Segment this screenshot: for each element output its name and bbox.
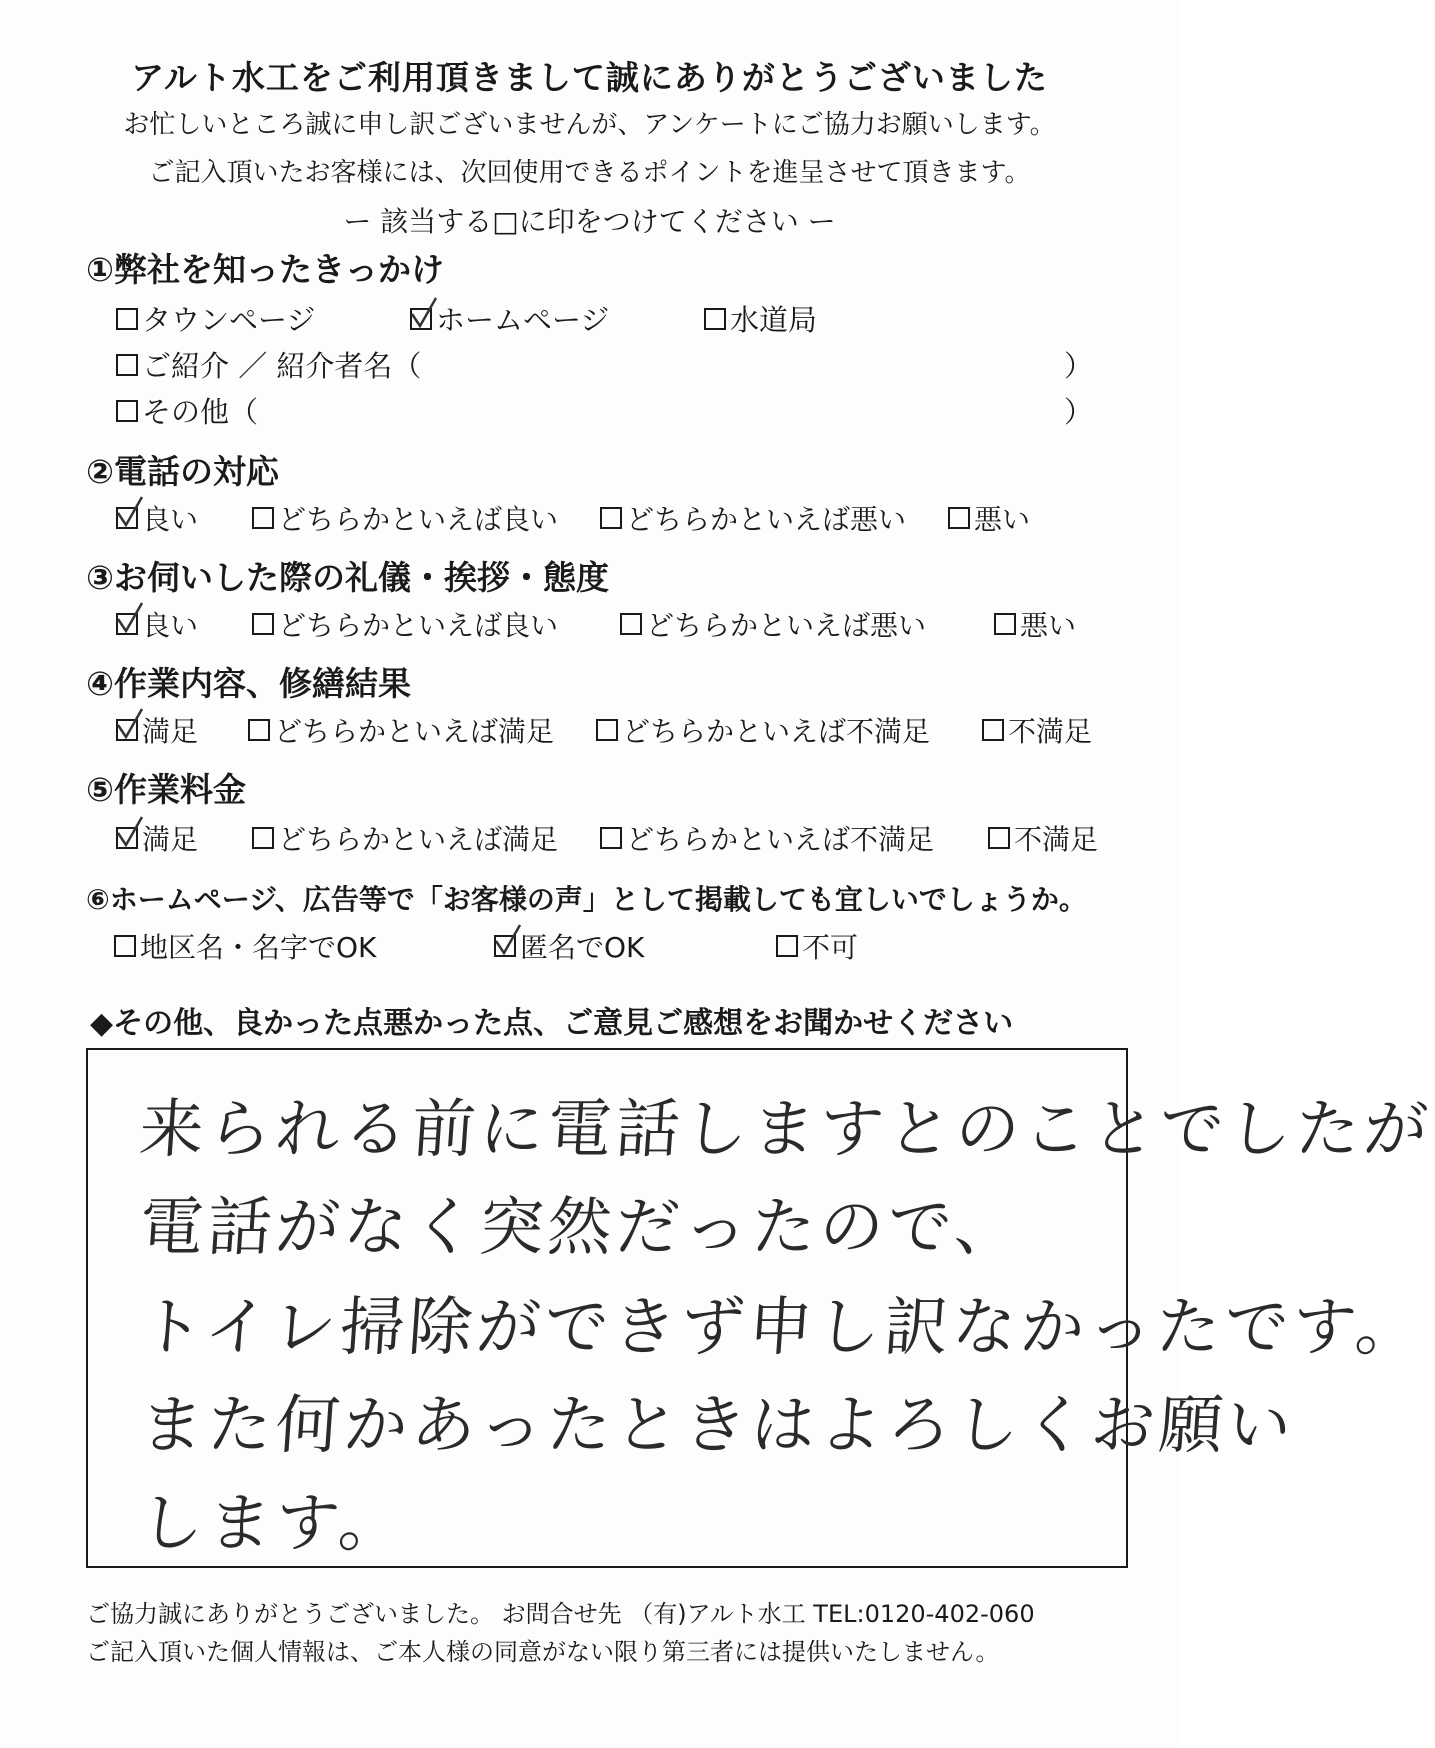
checkbox-icon[interactable] bbox=[596, 719, 618, 741]
q6-option-not-allowed[interactable]: 不可 bbox=[776, 926, 858, 966]
checkbox-icon[interactable] bbox=[600, 827, 622, 849]
check-mark-icon bbox=[116, 707, 146, 743]
q3-option-fairly-bad[interactable]: どちらかといえば悪い bbox=[620, 604, 926, 644]
checkbox-icon[interactable] bbox=[116, 507, 138, 529]
q1-referral-close-paren: ） bbox=[1064, 349, 1094, 383]
checkbox-icon[interactable] bbox=[982, 719, 1004, 741]
survey-intro-line2: ご記入頂いたお客様には、次回使用できるポイントを進呈させて頂きます。 bbox=[148, 158, 1031, 188]
checkbox-icon[interactable] bbox=[988, 827, 1010, 849]
checkbox-icon[interactable] bbox=[116, 308, 138, 330]
q1-option-homepage[interactable]: ホームページ bbox=[410, 298, 609, 339]
checkbox-icon[interactable] bbox=[994, 613, 1016, 635]
q1-option-waterworks[interactable]: 水道局 bbox=[704, 298, 817, 339]
q2-option-fairly-bad[interactable]: どちらかといえば悪い bbox=[600, 498, 906, 538]
checkbox-icon[interactable] bbox=[410, 308, 432, 330]
q5-option-fairly-satisfied[interactable]: どちらかといえば満足 bbox=[252, 818, 558, 858]
comment-line: 電話がなく突然だったので、 bbox=[136, 1191, 1025, 1265]
comment-line: します。 bbox=[136, 1487, 410, 1561]
checkbox-icon[interactable] bbox=[252, 507, 274, 529]
checkbox-icon[interactable] bbox=[252, 827, 274, 849]
checkbox-icon[interactable] bbox=[116, 400, 138, 422]
q3-option-bad[interactable]: 悪い bbox=[994, 604, 1076, 644]
checkbox-icon[interactable] bbox=[600, 507, 622, 529]
checkbox-icon[interactable] bbox=[248, 719, 270, 741]
footer-contact: ご協力誠にありがとうございました。 お問合せ先 （有)アルト水工 TEL:0120-402-060 bbox=[86, 1600, 1035, 1628]
q2-option-fairly-good[interactable]: どちらかといえば良い bbox=[252, 498, 558, 538]
q4-option-fairly-satisfied[interactable]: どちらかといえば満足 bbox=[248, 710, 554, 750]
check-mark-icon bbox=[116, 601, 146, 637]
q6-title: ⑥ホームページ、広告等で「お客様の声」として掲載しても宜しいでしょうか。 bbox=[86, 883, 1087, 916]
q1-title: ①弊社を知ったきっかけ bbox=[86, 250, 444, 289]
checkbox-icon[interactable] bbox=[494, 935, 516, 957]
q4-title: ④作業内容、修繕結果 bbox=[86, 664, 411, 703]
q4-option-satisfied[interactable]: 満足 bbox=[116, 710, 198, 750]
q3-option-fairly-good[interactable]: どちらかといえば良い bbox=[252, 604, 558, 644]
checkbox-icon[interactable] bbox=[116, 719, 138, 741]
comment-line: トイレ掃除ができず申し訳なかったです。 bbox=[136, 1291, 1426, 1365]
q5-title: ⑤作業料金 bbox=[86, 770, 246, 809]
q5-option-satisfied[interactable]: 満足 bbox=[116, 818, 198, 858]
survey-instruction: ー 該当する□に印をつけてください ー bbox=[343, 205, 836, 238]
q3-option-good[interactable]: 良い bbox=[116, 604, 198, 644]
q4-option-fairly-dissatisfied[interactable]: どちらかといえば不満足 bbox=[596, 710, 930, 750]
comments-title: ◆その他、良かった点悪かった点、ご意見ご感想をお聞かせください bbox=[90, 1006, 1014, 1041]
footer-privacy: ご記入頂いた個人情報は、ご本人様の同意がない限り第三者には提供いたしません。 bbox=[86, 1638, 1000, 1666]
q2-option-bad[interactable]: 悪い bbox=[948, 498, 1030, 538]
q1-option-other[interactable]: その他（ bbox=[116, 390, 258, 431]
checkbox-icon[interactable] bbox=[114, 935, 136, 957]
q1-other-close-paren: ） bbox=[1064, 395, 1094, 429]
q1-option-townpage[interactable]: タウンページ bbox=[116, 298, 315, 339]
q4-option-dissatisfied[interactable]: 不満足 bbox=[982, 710, 1092, 750]
check-mark-icon bbox=[116, 815, 146, 851]
q5-option-dissatisfied[interactable]: 不満足 bbox=[988, 818, 1098, 858]
checkbox-icon[interactable] bbox=[776, 935, 798, 957]
checkbox-icon[interactable] bbox=[116, 613, 138, 635]
q1-option-referral[interactable]: ご紹介 ／ 紹介者名（ bbox=[116, 344, 421, 385]
checkbox-icon[interactable] bbox=[252, 613, 274, 635]
comment-line: また何かあったときはよろしくお願い bbox=[136, 1389, 1298, 1463]
q6-option-anonymous-ok[interactable]: 匿名でOK bbox=[494, 926, 644, 966]
survey-intro-line1: お忙しいところ誠に申し訳ございませんが、アンケートにご協力お願いします。 bbox=[123, 110, 1056, 140]
comment-line: 来られる前に電話しますとのことでしたが bbox=[136, 1093, 1435, 1167]
check-mark-icon bbox=[116, 495, 146, 531]
survey-title: アルト水工をご利用頂きまして誠にありがとうございました bbox=[131, 58, 1048, 97]
checkbox-icon[interactable] bbox=[704, 308, 726, 330]
q5-option-fairly-dissatisfied[interactable]: どちらかといえば不満足 bbox=[600, 818, 934, 858]
q3-title: ③お伺いした際の礼儀・挨拶・態度 bbox=[86, 558, 609, 597]
checkbox-icon[interactable] bbox=[116, 827, 138, 849]
q2-title: ②電話の対応 bbox=[86, 452, 279, 491]
q6-option-area-name-ok[interactable]: 地区名・名字でOK bbox=[114, 926, 376, 966]
checkbox-icon[interactable] bbox=[948, 507, 970, 529]
checkbox-icon[interactable] bbox=[116, 354, 138, 376]
check-mark-icon bbox=[410, 296, 440, 332]
check-mark-icon bbox=[494, 923, 524, 959]
checkbox-icon[interactable] bbox=[620, 613, 642, 635]
q2-option-good[interactable]: 良い bbox=[116, 498, 198, 538]
